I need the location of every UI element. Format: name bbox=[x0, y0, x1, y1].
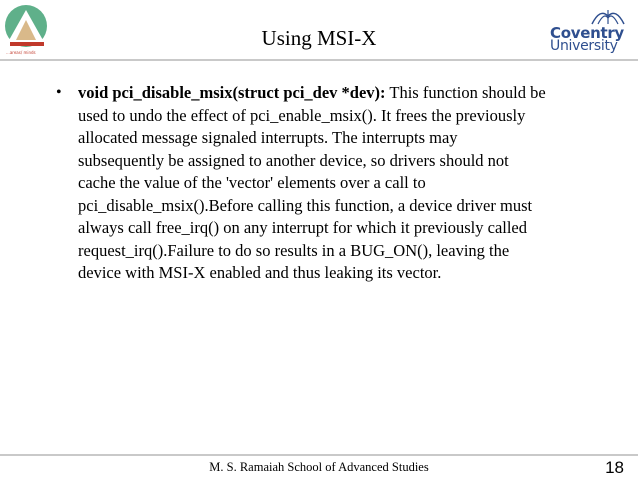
footer-text: M. S. Ramaiah School of Advanced Studies bbox=[209, 460, 429, 474]
bottom-divider bbox=[0, 454, 638, 456]
top-divider bbox=[0, 59, 638, 61]
bullet-item bbox=[56, 82, 596, 285]
bullet-paragraph bbox=[78, 82, 588, 285]
logo-tagline: ...areas/ minds bbox=[6, 50, 36, 55]
bullet-icon: • bbox=[56, 84, 62, 101]
logo-line2: University bbox=[550, 38, 618, 54]
function-description: This function should be used to undo the effect of pci_enable_msix(). It frees the previously allocated message signaled interrupts. The interrupts may subsequently be assigned to another device, so drivers should not cache the value of the 'vector' elements over a call to pci_disable_msix().Before calling this function, a device driver must always call free_irq() on any interrupt for which it previously called request_irq().Failure to do so results in a BUG_ON(), leaving the device with MSI-X enabled and thus leaking its vector. bbox=[78, 83, 546, 282]
slide-title: Using MSI-X bbox=[261, 26, 377, 50]
slide-body bbox=[56, 82, 596, 285]
logo-line1: Coventry bbox=[550, 24, 624, 42]
function-signature: void pci_disable_msix(struct pci_dev *dev): bbox=[78, 83, 386, 102]
page-number: 18 bbox=[605, 458, 624, 477]
